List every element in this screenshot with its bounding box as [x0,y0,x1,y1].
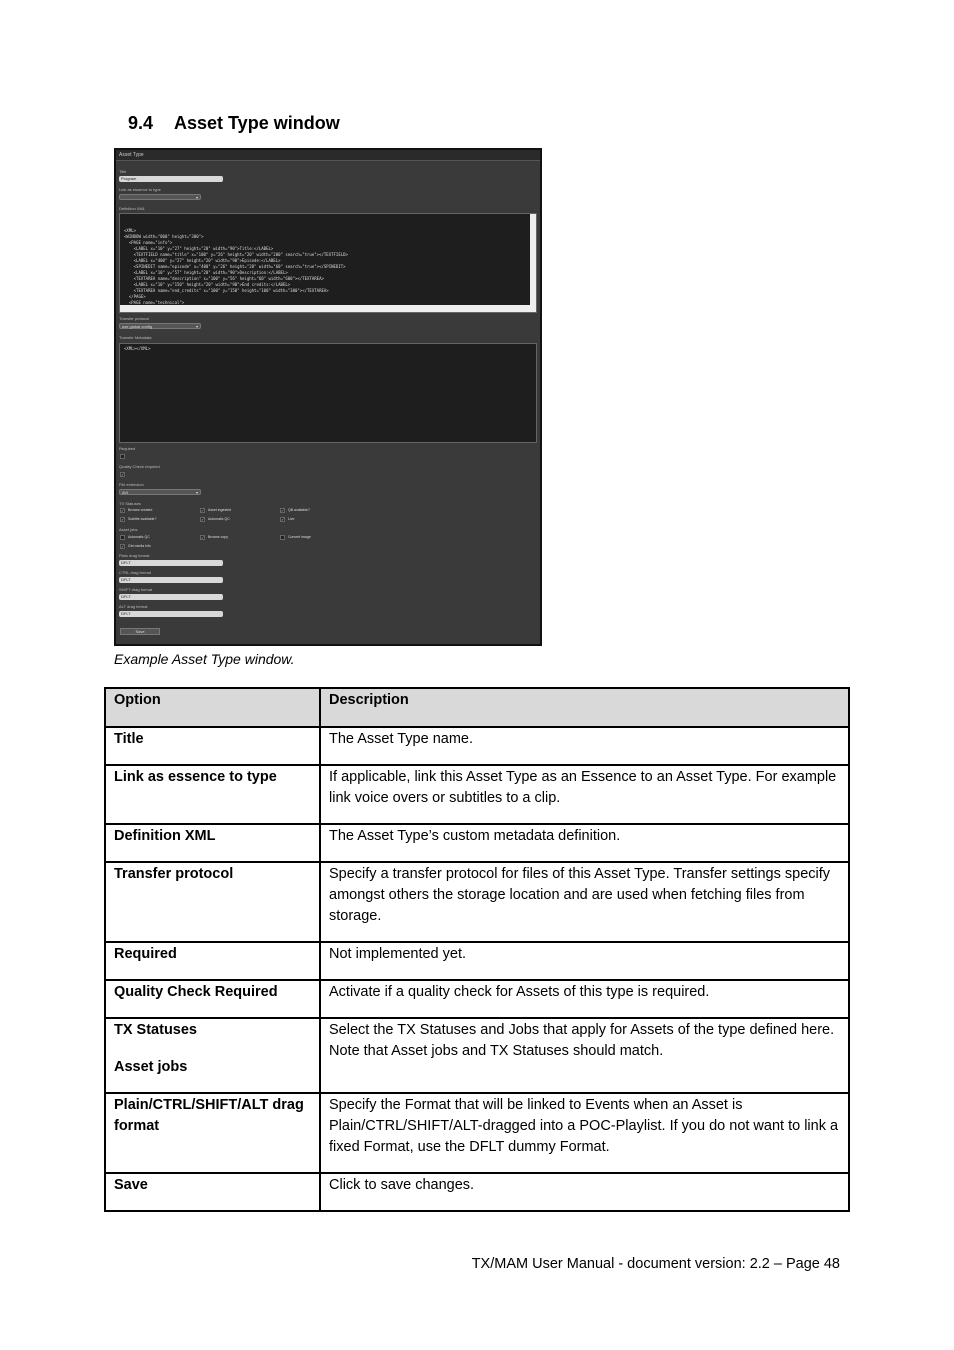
metadata-label: Transfer Metadata [119,335,152,340]
tx-checkbox[interactable]: ✓ [201,508,205,513]
options-table [104,687,850,1212]
option-cell: Definition XML [105,824,320,862]
xml-content [124,228,532,312]
tx-item: Asset ingested [208,508,231,512]
xml-line: <TEXTFIELD name="title" x="100" y="26" height="20" width="200" search="true"></TEXTFIELD> [124,252,348,257]
chevron-down-icon: ▾ [195,324,198,329]
horizontal-scrollbar[interactable] [120,305,536,312]
asset-type-screenshot [114,148,542,646]
option-cell: Title [105,727,320,765]
table-row [105,727,849,765]
xml-line: <SPINEDIT name="episode" x="480" y="26" height="20" width="60" search="true"></SPINEDIT> [124,264,346,269]
section-title: Asset Type window [174,113,340,133]
option-asset-jobs: Asset jobs [114,1059,188,1075]
tx-checkbox[interactable]: ✓ [281,517,285,522]
description-cell: Specify a transfer protocol for files of this Asset Type. Transfer settings specify amongst others the storage location and are used when fetching files from storage. [320,862,849,942]
window-title: Asset Type [116,150,540,161]
xml-line: <TEXTAREA name="description" x="100" y="56" height="60" width="600"></TEXTAREA> [124,276,324,281]
xml-line: </PAGE> [124,294,146,299]
header-description: Description [320,688,849,727]
option-cell: Save [105,1173,320,1211]
tx-item: QB available? [288,508,310,512]
job-checkbox[interactable] [120,535,125,540]
description-cell: If applicable, link this Asset Type as an Essence to an Asset Type. For example link voice overs or subtitles to a clip. [320,765,849,824]
title-label: Title [119,169,127,174]
table-row [105,1173,849,1211]
job-checkbox[interactable]: ✓ [121,544,125,549]
chevron-down-icon: ▾ [195,490,198,495]
description-cell: The Asset Type’s custom metadata definition. [320,824,849,862]
qc-checkbox[interactable]: ✓ [121,472,125,477]
xml-line: <PAGE name="technical"> [124,300,185,305]
job-checkbox[interactable]: ✓ [201,535,205,540]
xml-line: <LABEL x="10" y="27" height="20" width="90">Title:</LABEL> [124,246,274,251]
file-ext-label: File extension [119,482,144,487]
ctrl-format-field[interactable]: DFLT [119,577,223,583]
tx-checkbox[interactable]: ✓ [121,517,125,522]
qc-label: Quality Check required [119,464,160,469]
option-tx-statuses: TX Statuses [114,1022,197,1038]
shift-format-field[interactable]: DFLT [119,594,223,600]
table-row [105,980,849,1018]
description-cell: Not implemented yet. [320,942,849,980]
tx-item: Automatic QC [208,517,230,521]
table-row [105,862,849,942]
job-item: Convert image [288,535,311,539]
description-cell: The Asset Type name. [320,727,849,765]
option-cell: Link as essence to type [105,765,320,824]
option-cell: Transfer protocol [105,862,320,942]
xml-line: <TEXTAREA name="end_credits" x="100" y="150" height="100" width="300"></TEXTAREA> [124,288,329,293]
section-number: 9.4 [128,113,154,133]
save-button[interactable]: Save [120,628,160,635]
xml-line: <LABEL x="10" y="150" height="20" width="90">End credits:</LABEL> [124,282,291,287]
description-cell: Specify the Format that will be linked to Events when an Asset is Plain/CTRL/SHIFT/ALT-dragged into a POC-Playlist. If you do not want to link a fixed Format, use the DFLT dummy Format. [320,1093,849,1173]
description-cell: Click to save changes. [320,1173,849,1211]
tx-label: TX Statuses [119,501,141,506]
xml-line: <LABEL x="10" y="57" height="20" width="90">Description:</LABEL> [124,270,288,275]
table-row [105,1018,849,1093]
shift-label: SHIFT drag format [119,587,153,592]
job-checkbox[interactable] [280,535,285,540]
table-row [105,942,849,980]
option-cell: Quality Check Required [105,980,320,1018]
jobs-label: Asset jobs [119,527,138,532]
table-row [105,824,849,862]
tx-checkbox[interactable]: ✓ [121,508,125,513]
xml-line: <XML> [124,228,137,233]
tx-checkbox[interactable]: ✓ [281,508,285,513]
section-heading [128,113,340,134]
file-ext-select[interactable] [119,489,201,495]
transfer-label: Transfer protocol [119,316,150,321]
file-ext-value: AVI [122,490,129,495]
chevron-down-icon: ▾ [195,195,198,200]
description-cell: Select the TX Statuses and Jobs that apply for Assets of the type defined here. Note that Asset jobs and TX Statuses should match. [320,1018,849,1093]
ctrl-label: CTRL drag format [119,570,151,575]
table-header-row [105,688,849,727]
table-row [105,765,849,824]
transfer-select[interactable] [119,323,201,329]
tx-item: Browse created [128,508,153,512]
option-cell: Plain/CTRL/SHIFT/ALT drag format [105,1093,320,1173]
alt-format-field[interactable]: DFLT [119,611,223,617]
title-field[interactable]: Program [119,176,223,182]
definition-label: Definition XML [119,206,146,211]
tx-checkbox[interactable]: ✓ [201,517,205,522]
link-label: Link as essence to type [119,187,161,192]
header-option: Option [105,688,320,727]
tx-item: Live [288,517,295,521]
transfer-value: use global config [122,324,153,329]
required-checkbox[interactable] [120,454,125,459]
definition-xml-editor[interactable] [119,213,537,313]
link-select[interactable] [119,194,201,200]
description-cell: Activate if a quality check for Assets of this type is required. [320,980,849,1018]
xml-line: <LABEL x="400" y="27" height="20" width="90">Episode:</LABEL> [124,258,281,263]
page-footer: TX/MAM User Manual - document version: 2.2 – Page 48 [471,1256,840,1272]
transfer-metadata-editor[interactable]: <XML></XML> [119,343,537,443]
job-item: Get media info [128,544,151,548]
table-row [105,1093,849,1173]
figure-caption: Example Asset Type window. [114,651,295,667]
alt-label: ALT drag format [119,604,148,609]
job-item: Browse copy [208,535,229,539]
tx-item: Subtitle available? [128,517,157,521]
xml-line: <PAGE name="info"> [124,240,173,245]
plain-format-field[interactable]: DFLT [119,560,223,566]
required-label: Required [119,446,136,451]
job-item: Automatic QC [128,535,150,539]
option-cell [105,1018,320,1093]
xml-line: <WINDOW width="800" height="300"> [124,234,204,239]
option-cell: Required [105,942,320,980]
plain-label: Plain drag format [119,553,150,558]
vertical-scrollbar[interactable] [530,214,536,306]
